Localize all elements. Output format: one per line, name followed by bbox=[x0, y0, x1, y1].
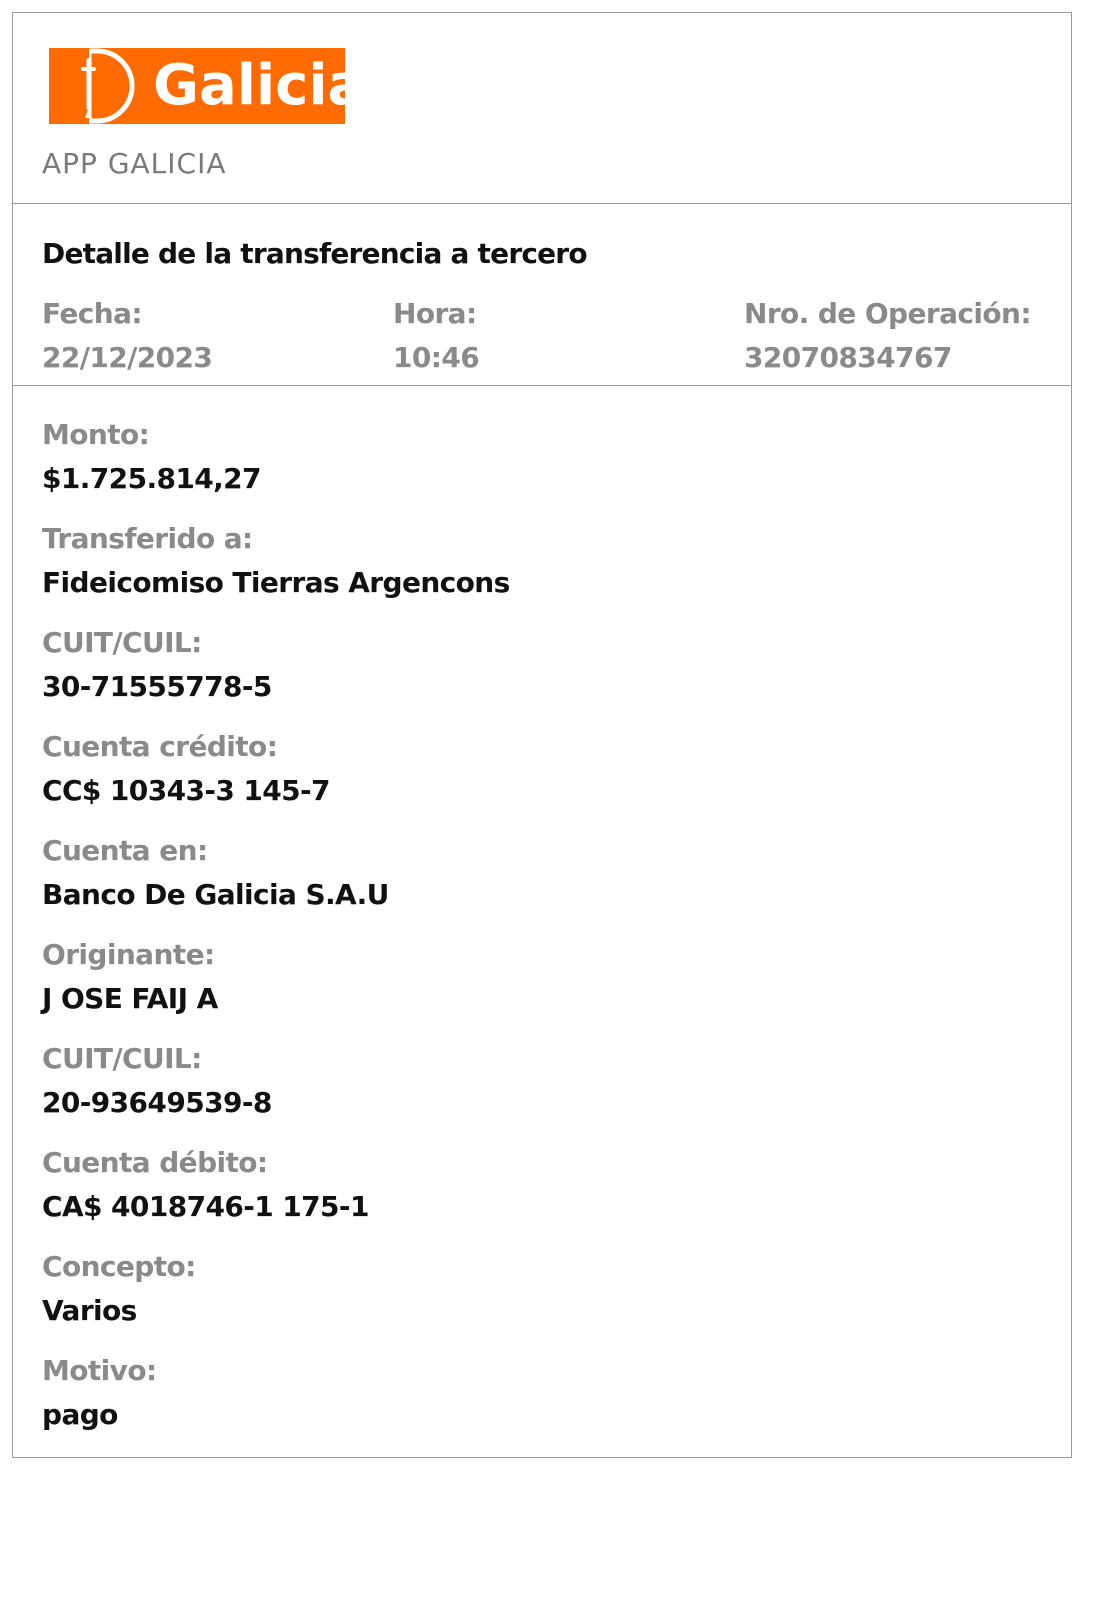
operacion-block bbox=[744, 297, 1031, 375]
field-transferido-a bbox=[42, 522, 510, 626]
field-cuit-destino bbox=[42, 626, 510, 730]
brand-name: Galicia bbox=[153, 53, 366, 118]
field-label: Cuenta débito: bbox=[42, 1146, 268, 1179]
field-label: Concepto: bbox=[42, 1250, 196, 1283]
field-label: Transferido a: bbox=[42, 522, 253, 555]
field-concepto bbox=[42, 1250, 510, 1354]
field-label: Monto: bbox=[42, 418, 150, 451]
hora-value: 10:46 bbox=[393, 341, 480, 374]
hora-block bbox=[393, 297, 479, 375]
field-originante bbox=[42, 938, 510, 1042]
operacion-value: 32070834767 bbox=[744, 341, 952, 374]
fecha-label: Fecha: bbox=[42, 297, 143, 330]
operacion-label: Nro. de Operación: bbox=[744, 297, 1031, 330]
field-label: Motivo: bbox=[42, 1354, 157, 1387]
field-value: J OSE FAIJ A bbox=[42, 982, 218, 1015]
app-name: APP GALICIA bbox=[42, 147, 227, 180]
transfer-summary bbox=[13, 203, 1071, 386]
field-value: Varios bbox=[42, 1294, 137, 1327]
transfer-receipt bbox=[12, 12, 1072, 1458]
field-value: $1.725.814,27 bbox=[42, 462, 261, 495]
field-label: Cuenta crédito: bbox=[42, 730, 278, 763]
field-value: 20-93649539-8 bbox=[42, 1086, 272, 1119]
field-value: CC$ 10343-3 145-7 bbox=[42, 774, 330, 807]
receipt-header bbox=[13, 13, 1071, 204]
field-value: pago bbox=[42, 1398, 118, 1431]
galicia-logo bbox=[49, 48, 366, 124]
field-cuenta-credito bbox=[42, 730, 510, 834]
field-value: Banco De Galicia S.A.U bbox=[42, 878, 389, 911]
field-value: CA$ 4018746-1 175-1 bbox=[42, 1190, 369, 1223]
field-label: Cuenta en: bbox=[42, 834, 208, 867]
fecha-block bbox=[42, 297, 212, 375]
hora-label: Hora: bbox=[393, 297, 477, 330]
field-label: CUIT/CUIL: bbox=[42, 626, 202, 659]
field-cuenta-en bbox=[42, 834, 510, 938]
fecha-value: 22/12/2023 bbox=[42, 341, 213, 374]
field-label: Originante: bbox=[42, 938, 215, 971]
field-label: CUIT/CUIL: bbox=[42, 1042, 202, 1075]
field-cuenta-debito bbox=[42, 1146, 510, 1250]
field-motivo bbox=[42, 1354, 510, 1458]
field-value: 30-71555778-5 bbox=[42, 670, 272, 703]
transfer-details bbox=[42, 418, 510, 1458]
field-cuit-origen bbox=[42, 1042, 510, 1146]
field-value: Fideicomiso Tierras Argencons bbox=[42, 566, 510, 599]
galicia-cross-logo-icon bbox=[49, 48, 149, 124]
page-title: Detalle de la transferencia a tercero bbox=[42, 237, 587, 270]
field-monto bbox=[42, 418, 510, 522]
